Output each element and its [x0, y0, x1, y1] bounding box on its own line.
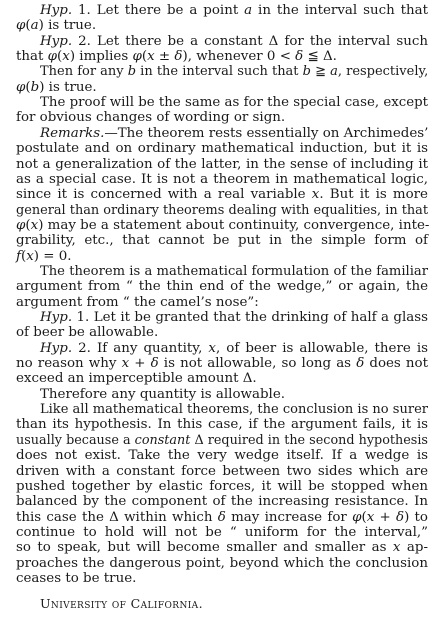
- text-line: Hyp. 1. Let there be a point a in the interval such that: [40, 3, 428, 18]
- text-line: ceases to be true.: [16, 570, 137, 586]
- text-line: Like all mathematical theorems, the conclusion is no surer: [40, 402, 428, 418]
- text-line: so to speak, but will become smaller and smaller as x ap-: [16, 540, 428, 556]
- text-line: of beer be allowable.: [16, 325, 159, 341]
- text-line: grability, etc., that cannot be put in the simple form of: [16, 233, 428, 249]
- text-line: Hyp. 2. Let there be a constant Δ for the interval such: [40, 33, 428, 49]
- affiliation: University of California.: [40, 596, 203, 611]
- text-line: The theorem is a mathematical formulation of the familiar: [40, 263, 428, 279]
- text-line: not a generalization of the latter, in the sense of including it: [16, 156, 428, 172]
- text-line: this case the Δ within which δ may increase for φ(x + δ) to: [16, 509, 428, 525]
- text-line: for obvious changes of wording or sign.: [16, 110, 286, 126]
- text-line: Remarks.—The theorem rests essentially on Archimedes’: [40, 125, 429, 141]
- text-line: than its hypothesis. In this case, if the argument fails, it is: [16, 417, 428, 433]
- text-line: proaches the dangerous point, beyond which the conclusion: [16, 555, 428, 571]
- text-line: as a special case. It is not a theorem in mathematical logic,: [16, 171, 428, 187]
- text-line: does not exist. Take the very wedge itself. If a wedge is: [16, 448, 428, 464]
- text-line: argument from “ the thin end of the wedge,” or again, the: [16, 279, 428, 295]
- text-line: pushed together by elastic forces, it will be stopped when: [16, 478, 428, 494]
- text-line: Then for any b in the interval such that b ≧ a, respectively,: [40, 64, 429, 80]
- text-line: Therefore any quantity is allowable.: [40, 386, 286, 402]
- text-line: Hyp. 2. If any quantity, x, of beer is allowable, there is: [40, 340, 428, 356]
- text-line: driven with a constant force between two sides which are: [16, 463, 428, 479]
- text-line: usually because a constant Δ required in the second hypothesis: [16, 432, 428, 448]
- text-line: that φ(x) implies φ(x ± δ), whenever 0 < δ ≦ Δ.: [16, 49, 337, 65]
- text-line: The proof will be the same as for the special case, except: [40, 95, 428, 111]
- text-line: φ(a) is true.: [16, 18, 97, 34]
- text-line: postulate and on ordinary mathematical induction, but it is: [16, 141, 428, 157]
- text-line: argument from “ the camel’s nose”:: [16, 294, 259, 310]
- text-line: Hyp. 1. Let it be granted that the drinking of half a glass: [40, 310, 428, 325]
- text-line: general than ordinary theorems dealing with equalities, in that: [16, 202, 428, 218]
- text-line: since it is concerned with a real variable x. But it is more: [16, 187, 428, 203]
- text-line: balanced by the component of the increasing resistance. In: [16, 494, 428, 510]
- text-line: no reason why x + δ is not allowable, so long as δ does not: [16, 356, 428, 372]
- text-line: f(x) = 0.: [16, 248, 72, 264]
- text-line: φ(x) may be a statement about continuity, convergence, inte-: [16, 217, 430, 233]
- text-line: continue to hold will not be “ uniform for the interval,”: [16, 524, 428, 540]
- text-line: φ(b) is true.: [16, 79, 97, 95]
- text-line: exceed an imperceptible amount Δ.: [16, 371, 257, 387]
